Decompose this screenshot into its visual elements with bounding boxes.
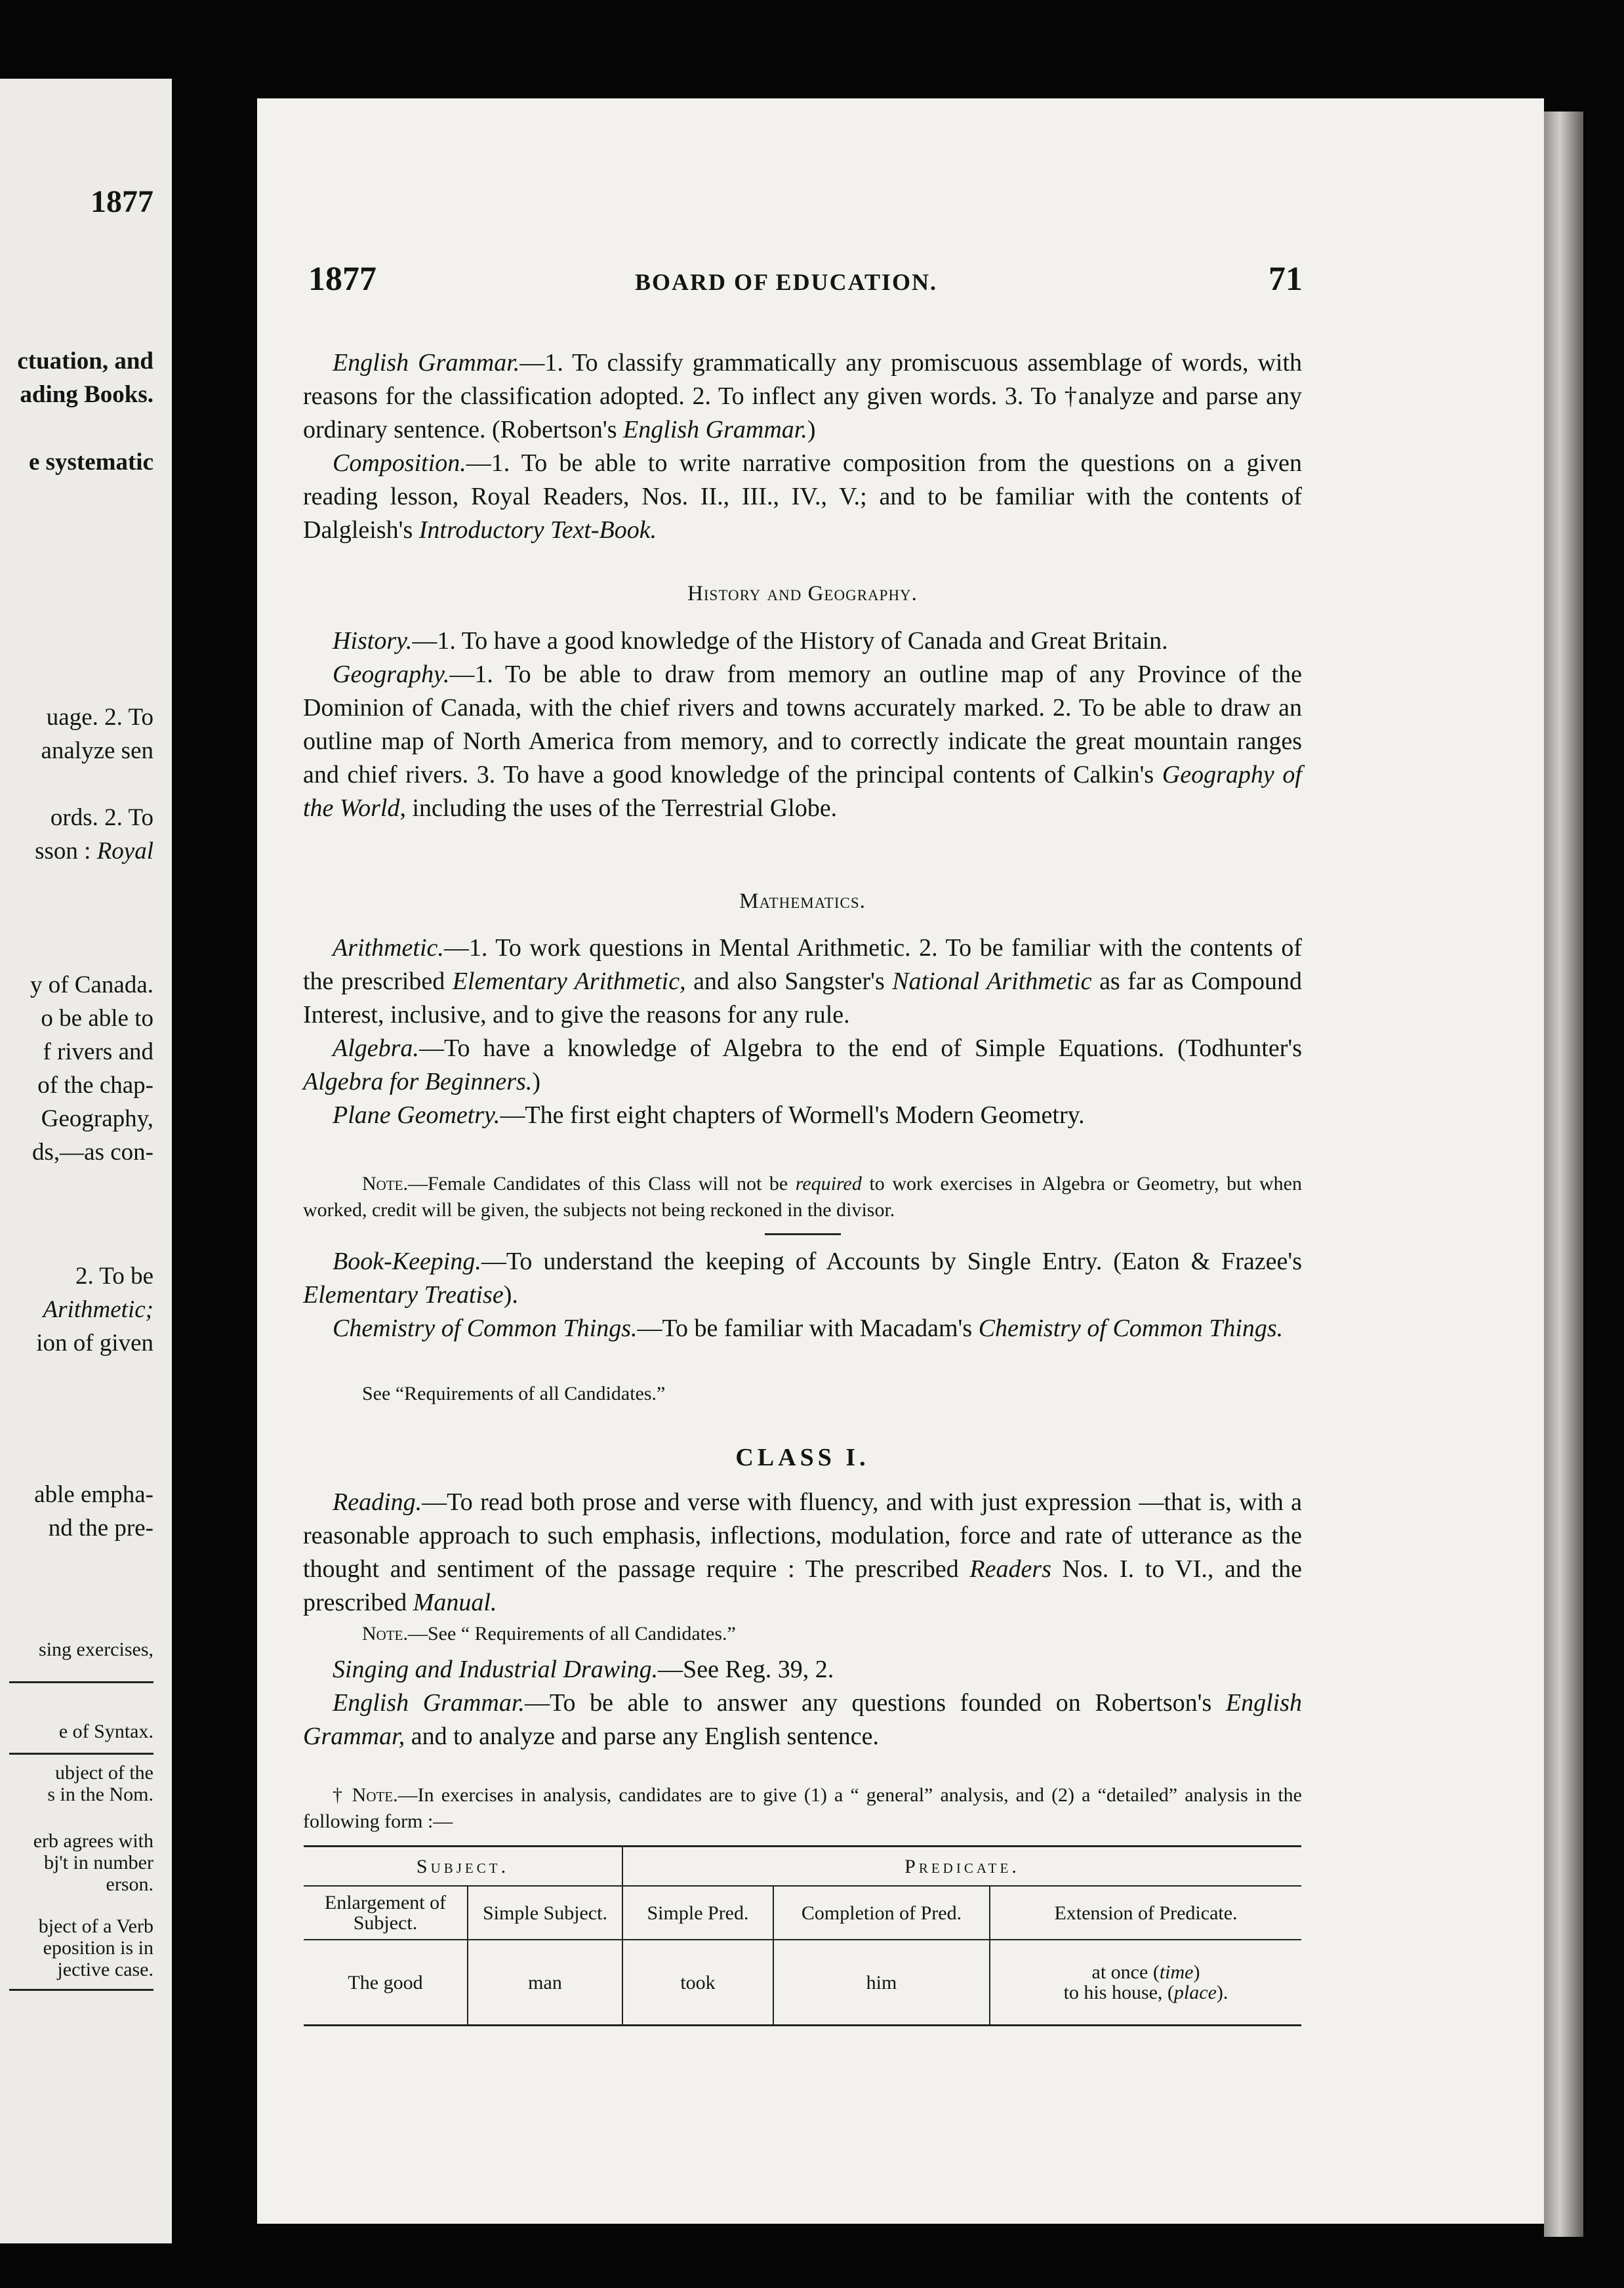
left-fragment: bj't in number [43, 1852, 153, 1873]
left-fragment: jective case. [57, 1959, 153, 1980]
book-title: Elementary Arithmetic, [452, 968, 686, 995]
text: and to analyze and parse any English sentence. [405, 1723, 879, 1750]
text: at once ( [1091, 1961, 1160, 1983]
class-one-heading: CLASS I. [735, 1444, 870, 1471]
left-fragment: ords. 2. To [50, 804, 153, 831]
reading-note [303, 1621, 1302, 1647]
table-group-header-row [304, 1847, 1301, 1887]
divider [303, 1233, 1302, 1235]
emphasis: time [1159, 1961, 1194, 1983]
emphasis: required [795, 1173, 862, 1195]
note-label: Note. [362, 1623, 408, 1644]
text: as far as Compound Interest, inclusive, and to give the reasons for any rule. [303, 968, 1303, 1029]
paragraph-reading [303, 1486, 1302, 1620]
text: —To read both prose and verse with fluency, and with just expression —that is, with a reasonable approach to such emphasis, inflections, modulation, force and rate of utterance as the thought and sentiment of the passage require : The prescribed [303, 1488, 1302, 1583]
note-label: Note. [362, 1173, 408, 1195]
left-fragment: uage. 2. To [46, 704, 153, 731]
left-page-year: 1877 [91, 184, 153, 219]
left-fragment: able empha- [34, 1481, 153, 1508]
paragraph-geography [303, 658, 1302, 825]
text: —Female Candidates of this Class will not be [408, 1173, 796, 1195]
column-header: Extension of Predicate. [990, 1886, 1301, 1940]
text: , including the uses of the Terrestrial Globe. [399, 794, 838, 822]
section-history-geography [303, 583, 1302, 605]
left-fragment: Geography, [41, 1105, 153, 1132]
text: to his house, ( [1063, 1982, 1174, 2003]
paragraph-class-one-grammar [303, 1686, 1302, 1753]
label: English Grammar. [333, 349, 520, 377]
left-fragment: Arithmetic; [43, 1296, 153, 1323]
text: —In exercises in analysis, candidates are to give (1) a “ general” analysis, and (2) a “detailed” analysis in the following form :— [303, 1784, 1302, 1832]
left-fragment: e systematic [28, 449, 153, 476]
left-fragment: e of Syntax. [58, 1721, 153, 1742]
text: —To understand the keeping of Accounts by Single Entry. (Eaton & Frazee's [481, 1248, 1302, 1275]
text: —1. To have a good knowledge of the History of Canada and Great Britain. [412, 627, 1168, 655]
paragraph-english-grammar [303, 346, 1302, 447]
label: Composition. [333, 449, 466, 477]
analysis-table [304, 1845, 1301, 2026]
left-fragment: nd the pre- [48, 1515, 153, 1542]
left-fragment: erson. [106, 1873, 153, 1895]
label: Book-Keeping. [333, 1248, 481, 1275]
text: ) [807, 416, 816, 443]
left-fragment: analyze sen [41, 737, 153, 764]
label: Chemistry of Common Things. [333, 1315, 638, 1342]
left-fragment: sing exercises, [39, 1639, 153, 1660]
text: —1. To be able to draw from memory an outline map of any Province of the Dominion of Canada, with the chief rivers and towns accurately marked. 2. To be able to draw an outline map of North America from memory, and to correctly indicate the great mountain ranges and chief rivers. 3. To have a good knowledge of the principal contents of Calkin's [303, 661, 1302, 788]
section-heading: History and Geography. [687, 582, 918, 605]
text: —See Reg. 39, 2. [658, 1656, 834, 1683]
reading-note-text [303, 1621, 1302, 1647]
block-class-one-cont [303, 1653, 1302, 1753]
block-mathematics [303, 931, 1302, 1132]
book-title: Elementary Treatise [303, 1281, 504, 1309]
left-fragment: o be able to [41, 1005, 153, 1032]
block-grammar-composition [303, 346, 1302, 547]
see-requirements [303, 1381, 1302, 1407]
book-title: National Arithmetic [892, 968, 1092, 995]
page-edge [1544, 112, 1583, 2237]
block-class-one [303, 1486, 1302, 1620]
text: —1. To work questions in Mental Arithmetic. 2. To be familiar with the contents of the prescribed [303, 934, 1302, 995]
left-divider [9, 1989, 153, 1991]
table-column-header-row [304, 1886, 1301, 1940]
subject-group-header: Subject. [304, 1847, 622, 1887]
book-title: Introductory Text-Book. [418, 516, 657, 544]
column-header: Enlargement of Subject. [304, 1886, 468, 1940]
class-one-heading-wrap [303, 1445, 1302, 1470]
table-cell: The good [304, 1940, 468, 2026]
footnote-text [303, 1782, 1302, 1835]
left-divider [9, 1753, 153, 1755]
left-fragment: ds,—as con- [32, 1139, 153, 1166]
left-page-fragment [0, 79, 172, 2243]
book-title: Geography of the World [303, 761, 1302, 822]
paragraph-chemistry [303, 1312, 1302, 1345]
book-title: Algebra for Beginners. [303, 1068, 533, 1095]
paragraph-algebra [303, 1032, 1302, 1099]
label: Geography. [333, 661, 450, 688]
left-fragment: ubject of the [55, 1762, 153, 1784]
section-heading: Mathematics. [739, 889, 866, 913]
left-fragment: bject of a Verb [38, 1915, 153, 1937]
left-fragment: s in the Nom. [47, 1784, 153, 1805]
text: and also Sangster's [685, 968, 893, 995]
paragraph-history [303, 624, 1302, 658]
running-head-title: BOARD OF EDUCATION. [635, 269, 938, 295]
text: ) [1193, 1961, 1200, 1983]
left-fragment: of the chap- [37, 1072, 153, 1099]
left-fragment: ion of given [36, 1330, 153, 1357]
text: —To have a knowledge of Algebra to the end of Simple Equations. (Todhunter's [418, 1034, 1302, 1062]
left-fragment: f rivers and [43, 1038, 153, 1065]
paragraph-composition [303, 447, 1302, 547]
block-bookkeeping-chemistry [303, 1245, 1302, 1345]
book-title: English Grammar, [303, 1689, 1302, 1750]
label: Plane Geometry. [333, 1101, 500, 1129]
text: —1. To be able to write narrative composition from the questions on a given reading lesson, Royal Readers, Nos. II., III., IV., V.; and to be familiar with the contents of Dalgleish's [303, 449, 1302, 544]
block-history-geography [303, 624, 1302, 825]
book-title: Manual. [413, 1589, 497, 1616]
label: English Grammar. [333, 1689, 525, 1717]
text: ). [1216, 1982, 1228, 2003]
table-cell [990, 1940, 1301, 2026]
text: ) [532, 1068, 541, 1095]
label: History. [333, 627, 413, 655]
left-fragment: sson : [35, 838, 91, 865]
label: Reading. [333, 1488, 422, 1516]
paragraph-book-keeping [303, 1245, 1302, 1312]
text: ). [503, 1281, 518, 1309]
running-head-year: 1877 [308, 260, 376, 298]
text: —1. To classify grammatically any promiscuous assemblage of words, with reasons for the classification adopted. 2. To inflect any given words. 3. To †analyze and parse any ordinary sentence. (Robertson's [303, 349, 1303, 443]
page-number: 71 [1269, 260, 1303, 298]
text: —See “ Requirements of all Candidates.” [408, 1623, 736, 1644]
column-header: Simple Pred. [622, 1886, 773, 1940]
text: to work exercises in Algebra or Geometry, but when worked, credit will be given, the subjects not being reckoned in the divisor. [303, 1173, 1302, 1221]
label: Algebra. [333, 1034, 419, 1062]
label: Singing and Industrial Drawing. [333, 1656, 659, 1683]
left-fragment: erb agrees with [33, 1830, 153, 1852]
table-cell: man [468, 1940, 622, 2026]
table-row [304, 1940, 1301, 2026]
left-fragment-italic: Royal [96, 838, 153, 865]
text: —To be able to answer any questions founded on Robertson's [524, 1689, 1226, 1717]
paragraph-singing [303, 1653, 1302, 1686]
book-title: English Grammar. [623, 416, 807, 443]
table-cell: him [773, 1940, 990, 2026]
math-note [303, 1171, 1302, 1223]
see-requirements-note: See “Requirements of all Candidates.” [362, 1383, 666, 1404]
paragraph-plane-geometry [303, 1099, 1302, 1132]
left-fragment: 2. To be [75, 1263, 153, 1290]
note-female-candidates [303, 1171, 1302, 1223]
left-fragment: eposition is in [43, 1937, 153, 1959]
footnote [303, 1782, 1302, 1835]
label: Arithmetic. [333, 934, 444, 962]
section-mathematics [303, 891, 1302, 912]
column-header: Completion of Pred. [773, 1886, 990, 1940]
predicate-group-header: Predicate. [622, 1847, 1301, 1887]
emphasis: place [1173, 1982, 1217, 2003]
text: —To be familiar with Macadam's [637, 1315, 979, 1342]
column-header: Simple Subject. [468, 1886, 622, 1940]
note-label: † Note. [333, 1784, 398, 1806]
paragraph-arithmetic [303, 931, 1302, 1032]
text: —The first eight chapters of Wormell's Modern Geometry. [500, 1101, 1085, 1129]
left-fragment: ading Books. [20, 381, 153, 408]
left-fragment: ctuation, and [17, 348, 153, 375]
left-divider [9, 1681, 153, 1683]
book-title: Chemistry of Common Things. [978, 1315, 1284, 1342]
book-title: Readers [969, 1555, 1051, 1583]
text: Nos. I. to VI., and the prescribed [303, 1555, 1302, 1616]
left-fragment: y of Canada. [30, 971, 153, 998]
left-fragment [35, 839, 153, 863]
table-cell: took [622, 1940, 773, 2026]
